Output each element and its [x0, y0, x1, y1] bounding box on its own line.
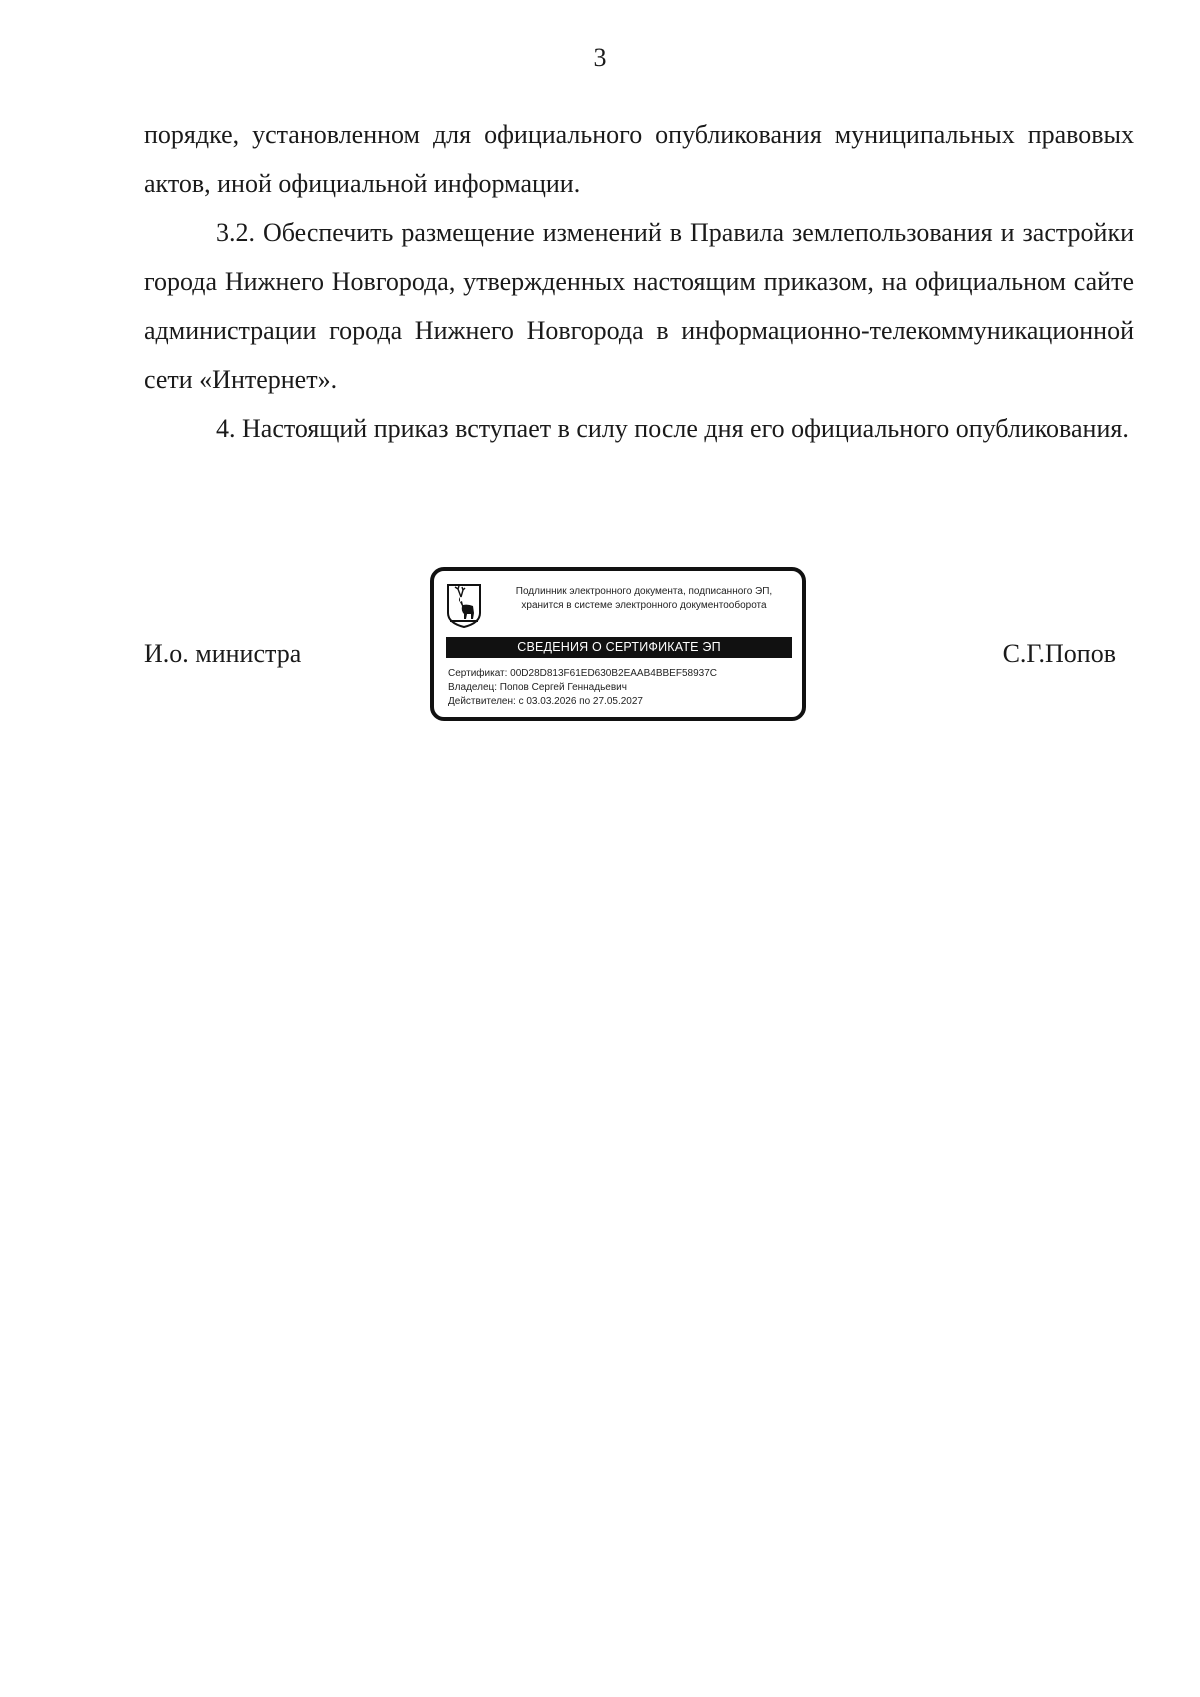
signer-name: С.Г.Попов — [1002, 639, 1116, 668]
page-number: 3 — [593, 43, 607, 72]
certificate-validity: Действителен: с 03.03.2026 по 27.05.2027 — [448, 696, 643, 707]
stamp-header — [492, 585, 796, 613]
stamp-header-line: хранится в системе электронного документооборота — [521, 600, 767, 611]
paragraph-3-2: 3.2. Обеспечить размещение изменений в Правила землепользования и застройки города Нижнего Новгорода, утвержденных настоящим приказом, на официальном сайте администрации города Нижнего Новгорода в информационно-телекоммуникационной сети «Интернет». — [144, 218, 1134, 394]
deer-emblem-icon — [446, 583, 482, 629]
paragraph-4: 4. Настоящий приказ вступает в силу после дня его официального опубликования. — [216, 414, 1129, 443]
signature-block — [144, 565, 1134, 730]
certificate-banner: СВЕДЕНИЯ О СЕРТИФИКАТЕ ЭП — [446, 637, 792, 658]
document-body — [144, 110, 1134, 453]
signer-title: И.о. министра — [144, 639, 302, 668]
certificate-owner: Владелец: Попов Сергей Геннадьевич — [448, 682, 627, 693]
certificate-number: Сертификат: 00D28D813F61ED630B2EAAB4BBEF58937C — [448, 668, 717, 679]
certificate-details — [448, 667, 717, 709]
stamp-header-line: Подлинник электронного документа, подписанного ЭП, — [515, 586, 773, 597]
paragraph-continuation: порядке, установленном для официального опубликования муниципальных правовых актов, иной официальной информации. — [144, 120, 1134, 198]
electronic-signature-stamp — [430, 567, 806, 721]
